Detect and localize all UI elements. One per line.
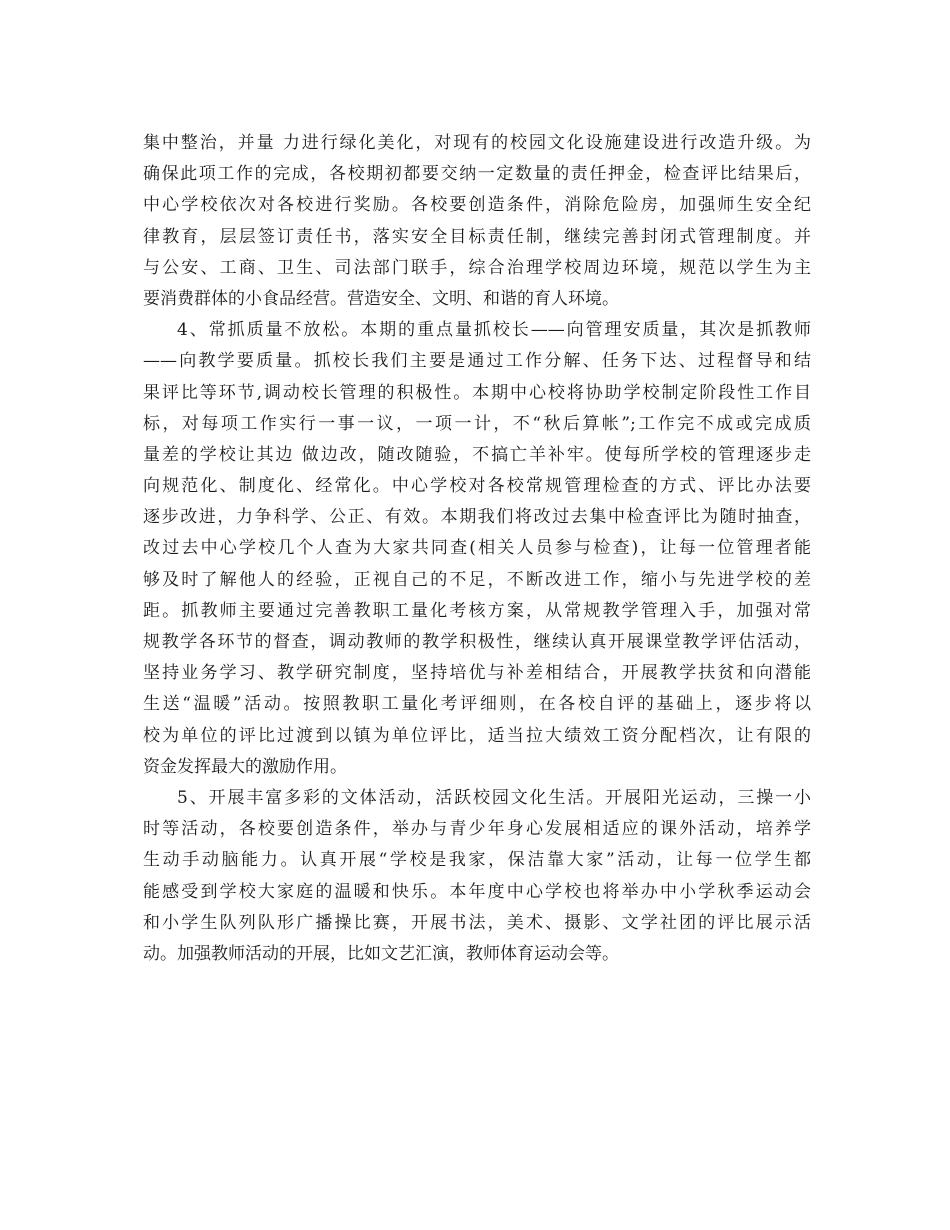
text-line: 中心学校依次对各校进行奖励。各校要创造条件，消除危险房，加强师生安全纪	[143, 195, 811, 216]
text-line: 要消费群体的小食品经营。营造安全、文明、和谐的育人环境。	[143, 288, 619, 309]
text-line: 逐步改进，力争科学、公正、有效。本期我们将改过去集中检查评比为随时抽查，	[143, 507, 811, 528]
text-line: 5、开展丰富多彩的文体活动，活跃校园文化生活。开展阳光运动，三操一小	[177, 787, 811, 808]
paragraph-quality	[143, 315, 811, 783]
text-line: 动。加强教师活动的开展，比如文艺汇演，教师体育运动会等。	[143, 943, 619, 964]
text-line: 改过去中心学校几个人查为大家共同查(相关人员参与检查)，让每一位管理者能	[143, 538, 811, 559]
text-line: 生送“温暖”活动。按照教职工量化考评细则，在各校自评的基础上，逐步将以	[143, 694, 811, 715]
text-line: 4、常抓质量不放松。本期的重点量抓校长——向管理安质量，其次是抓教师	[177, 320, 811, 341]
text-line: 果评比等环节,调动校长管理的积极性。本期中心校将协助学校制定阶段性工作目	[143, 382, 811, 403]
text-line: 和小学生队列队形广播操比赛，开展书法，美术、摄影、文学社团的评比展示活	[143, 912, 811, 933]
text-line: 坚持业务学习、教学研究制度，坚持培优与补差相结合，开展教学扶贫和向潜能	[143, 663, 811, 684]
text-line: 够及时了解他人的经验，正视自己的不足，不断改进工作，缩小与先进学校的差	[143, 569, 811, 590]
paragraph-activities	[143, 783, 811, 970]
text-line: 确保此项工作的完成，各校期初都要交纳一定数量的责任押金，检查评比结果后，	[143, 164, 811, 185]
document-body	[143, 128, 811, 970]
text-line: 向规范化、制度化、经常化。中心学校对各校常规管理检查的方式、评比办法要	[143, 476, 811, 497]
text-line: 规教学各环节的督查，调动教师的教学积极性，继续认真开展课堂教学评估活动，	[143, 632, 811, 652]
paragraph-campus-safety	[143, 128, 811, 315]
text-line: 标，对每项工作实行一事一议，一项一计，不“秋后算帐”;工作完不成或完成质	[143, 413, 811, 434]
text-line: 校为单位的评比过渡到以镇为单位评比，适当拉大绩效工资分配档次，让有限的	[143, 725, 811, 746]
text-line: 集中整治，并量 力进行绿化美化，对现有的校园文化设施建设进行改造升级。为	[143, 133, 811, 153]
text-line: 量差的学校让其边 做边改，随改随验，不搞亡羊补牢。使每所学校的管理逐步走	[143, 444, 811, 465]
text-line: 律教育，层层签订责任书，落实安全目标责任制，继续完善封闭式管理制度。并	[143, 226, 811, 247]
text-line: 与公安、工商、卫生、司法部门联手，综合治理学校周边环境，规范以学生为主	[143, 257, 811, 278]
text-line: 时等活动，各校要创造条件，举办与青少年身心发展相适应的课外活动，培养学	[143, 819, 811, 840]
text-line: 距。抓教师主要通过完善教职工量化考核方案，从常规教学管理入手，加强对常	[143, 600, 811, 621]
text-line: ——向教学要质量。抓校长我们主要是通过工作分解、任务下达、过程督导和结	[143, 351, 811, 372]
text-line: 能感受到学校大家庭的温暖和快乐。本年度中心学校也将举办中小学秋季运动会	[143, 881, 811, 902]
text-line: 生动手动脑能力。认真开展“学校是我家，保洁靠大家”活动，让每一位学生都	[143, 850, 811, 871]
text-line: 资金发挥最大的激励作用。	[143, 756, 347, 777]
